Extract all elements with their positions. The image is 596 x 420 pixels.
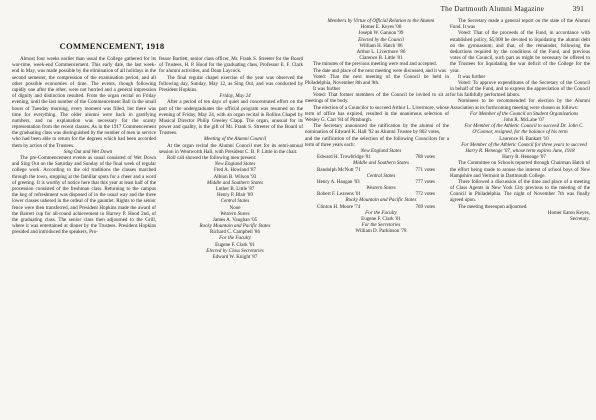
paragraph: The election of a Councilor to succeed Arthur L. Livermore, whose term of office has expired, resulted in the unanimous selection of Wesley G. Carr '84 of Pittsburgh. xyxy=(305,104,449,123)
member-name: Edward W. Knight '87 xyxy=(212,254,258,260)
nominee-name: Laurence H. Bankart '10 xyxy=(499,135,549,142)
paragraph: Voted: That former members of the Council be invited to sit at meetings of the body. xyxy=(305,92,449,105)
signature-title: Secretary. xyxy=(570,216,590,222)
vote-count: 772 votes xyxy=(415,191,435,198)
section-heading: Sing Out and Wet Down xyxy=(63,148,113,155)
region-heading: Rocky Mountain and Pacific States xyxy=(345,197,417,204)
running-header xyxy=(12,3,584,17)
section-heading: Meeting of the Alumni Council xyxy=(203,136,267,143)
region-heading: Rocky Mountain and Pacific States xyxy=(199,223,271,230)
councilor-name: Clinton H. Moore '74 xyxy=(317,203,361,210)
paragraph: Voted: That of the proceeds of the Fund, in accordance with established policy, $5,000 be devoted to liquidating the alumni debt on the gymnasium; and that, of the remainder, following the deductions required by the conditions of the Fund, and previous votes of the Council, such part as might be necessary be offered to the Trustees for liquidating the war deficit of the College for the year. xyxy=(450,30,590,74)
region-heading: For the Secretaries xyxy=(361,222,401,229)
member-name: Luther B. Little '87 xyxy=(215,185,255,192)
vote-count: 777 votes xyxy=(415,178,435,185)
member-name: Eugene F. Clark '01 xyxy=(215,241,255,248)
paragraph: Voted: That the next meeting of the Council be held in Philadelphia, November 8th and 9th. xyxy=(305,73,449,86)
paragraph: After a period of ten days of quiet and concentrated effort on the part of the undergraduates the official program was resumed on the evening of Friday, May 24, with an organ recital in Rollins Chapel by Musical Director Philip Greeley Clapp. The organ, unusual for its power and quality, is the gift of Mr. Frank S. Streeter of the Board of Trustees. xyxy=(159,99,303,137)
column-4 xyxy=(450,18,590,418)
paragraph: The Secretary announced the ratification by the alumni of the nomination of Edward K. Hall '92 as Alumni Trustee by 802 votes, xyxy=(305,123,449,136)
councilor-list xyxy=(305,148,449,235)
region-heading: New England States xyxy=(360,147,402,154)
nominee-name: John R. McLane '07 xyxy=(503,117,545,123)
vote-count: 788 votes xyxy=(415,154,435,161)
region-heading: For the Faculty xyxy=(219,235,251,242)
region-heading: Elected by Class Secretaries xyxy=(206,247,264,254)
section-heading: For Member of the Council on Student Organizations xyxy=(469,110,579,117)
region-heading: Central States xyxy=(220,198,250,205)
councilor-name: Eugene F. Clark '01 xyxy=(361,216,401,222)
councilor-name: William D. Parkinson '78 xyxy=(355,228,407,235)
region-heading: Middle and Southern States xyxy=(353,160,409,167)
member-name: Arthur L. Livermore '86 xyxy=(356,48,406,55)
paragraph: fessor Bartlett, senior class officer, Mr. Frank S. Streeter for the Board of Trustees, H. P. Hood for the graduating class, Professor E. F. Clark for alumni activities, and Dean Laycock. xyxy=(159,56,303,75)
paragraph: The pre-Commencement events as usual consisted of Wet Down and Sing Out on the Saturday and Sunday of the final week of regular college work. According to the old traditions the classes marched through the town, stopping at the familiar spots for a cheer and a word of greeting. It is worthy of notice here that this year at least half of the procession consisted of the freshman class. Returning to the campus the keg of refreshment was disposed of in the usual way and the three lower classes ushered in the ordeal of the gauntlet. Rights to the senior fence were then transferred, and President Hopkins made the award of the Barrett cup for all-round achievement to Harvey P. Hood 2nd, of the graduating class. The senior class then adjourned to the Grill, where it was entertained at dinner by the Trustees. President Hopkins presided and introduced the speakers, Pro- xyxy=(12,155,156,236)
councilor-name: Robert F. Leavens '01 xyxy=(317,191,361,198)
roll-call-list xyxy=(159,161,303,260)
paragraph: Nominees to be recommended for election by the Alumni Association at its forthcoming meeting were chosen as follows: xyxy=(450,98,590,111)
paragraph: The Secretary made a general report on the state of the Alumni Fund. It was xyxy=(450,18,590,31)
member-name: Richard C. Campbell '86 xyxy=(210,229,260,236)
signature-name: Homer Eaton Keyes, xyxy=(547,209,590,216)
councilor-name: Edward H. Trowbridge '81 xyxy=(317,154,371,161)
region-heading: Western States xyxy=(366,185,396,192)
paragraph: The date and place of the next meeting were discussed, and it was xyxy=(313,67,446,74)
column-2 xyxy=(159,56,303,416)
column-1 xyxy=(12,56,156,416)
region-heading: New England States xyxy=(214,161,256,168)
region-heading: Middle and Southern States xyxy=(207,179,263,186)
article-title: COMMENCEMENT, 1918 xyxy=(59,41,165,51)
member-name: Clarence B. Little '81 xyxy=(359,55,403,62)
nominee-name: Harry R. Heneage '07 xyxy=(502,154,546,161)
paragraph: It was further xyxy=(313,86,341,93)
region-heading: Western States xyxy=(220,210,250,217)
paragraph: Voted: To approve expenditures of the Secretary of the Council in behalf of the Fund, and to express the appreciation of the Council for his faithfully performed labors. xyxy=(450,79,590,99)
councilor-name: Henry A. Haugan '03 xyxy=(317,178,360,185)
councilor-name: Randolph McNutt '71 xyxy=(317,166,361,173)
paragraph: The final regular chapel exercise of the year was observed the following day, Sunday, May 12, as Sing Out, and was conducted by President Hopkins. xyxy=(159,74,303,93)
section-heading: For Member of the Athletic Council to succeed Dr. John C. O'Connor, resigned, for the balance of his term xyxy=(464,123,584,136)
section-heading: Elected by the Council xyxy=(358,36,404,43)
region-heading: Central States xyxy=(366,172,396,179)
column-3 xyxy=(305,18,449,418)
paragraph: There followed a discussion of the time and place of a meeting of Class Agents in New York City previous to the meeting of the Council in Philadelphia. The night of November 7th was finally agreed upon. xyxy=(450,178,590,204)
paragraph: and the ratification of the selection of the following Councilors for a term of three years each: xyxy=(305,135,449,148)
member-name: Homer E. Keyes '00 xyxy=(360,24,402,31)
vote-count: 769 votes xyxy=(415,203,435,210)
member-name: Albion B. Wilson '93 xyxy=(213,173,257,180)
paragraph: The minutes of the previous meeting were read and accepted. xyxy=(313,61,437,68)
section-heading: Friday, May 24 xyxy=(219,93,251,100)
running-title: The Dartmouth Alumni Magazine xyxy=(440,5,544,13)
page-number: 391 xyxy=(572,5,584,13)
member-name: Joseph W. Gannon '99 xyxy=(358,30,404,37)
member-name: William H. Hatch '86 xyxy=(359,42,403,49)
paragraph: At the organ recital the Alumni Council met for its semi-annual session in Wentworth Hall, with President C. B. P. Little in the chair. xyxy=(159,142,303,155)
member-name: James A. Vaughan '05 xyxy=(212,216,258,223)
paragraph: Almost four weeks earlier than usual the College gathered for its war-time, week-end Commencement. This early date, the last week-end in May, was made possible by the elimination of all holidays in the second semester, the compression of the examination period, and all other possible economies of time. The events, though following rapidly one after the other, were not hurried and a general impression of dignity and distinction resulted. From the organ recital on Friday evening, until the last number of the Commencement Ball in the small hours of Tuesday morning, every moment was filled, but there was time for everything. The older alumni were back in gratifying numbers, and no explanation was necessary for the scanty representation from the recent classes. As in the 1917 Commencement the graduating class was distinguished by the number of men in service who had been able to return for the degrees which had been accorded them by action of the Trustees. xyxy=(12,56,156,149)
paragraph: The meeting thereupon adjourned. xyxy=(458,203,528,210)
vote-count: 771 votes xyxy=(415,166,435,173)
section-heading: Members by Virtue of Official Relation to the Alumni xyxy=(327,18,435,24)
member-name: Fred A. Howland '87 xyxy=(213,167,257,174)
paragraph: Roll call showed the following men present: xyxy=(167,155,257,161)
paragraph: It was further xyxy=(458,73,486,80)
paragraph: The Committee on Schools reported through Chairman Hatch of the effort being made to arouse the interest of school boys of New Hampshire and Vermont in Dartmouth College. xyxy=(450,160,590,179)
region-heading: For the Faculty xyxy=(365,209,397,216)
section-heading: For Member of the Athletic Council for three years to succeed Harry R. Heneage '07, whose term expires June, 1918 xyxy=(461,141,587,154)
member-name: None xyxy=(229,204,241,211)
member-name: Henry P. Blair '89 xyxy=(217,192,253,199)
